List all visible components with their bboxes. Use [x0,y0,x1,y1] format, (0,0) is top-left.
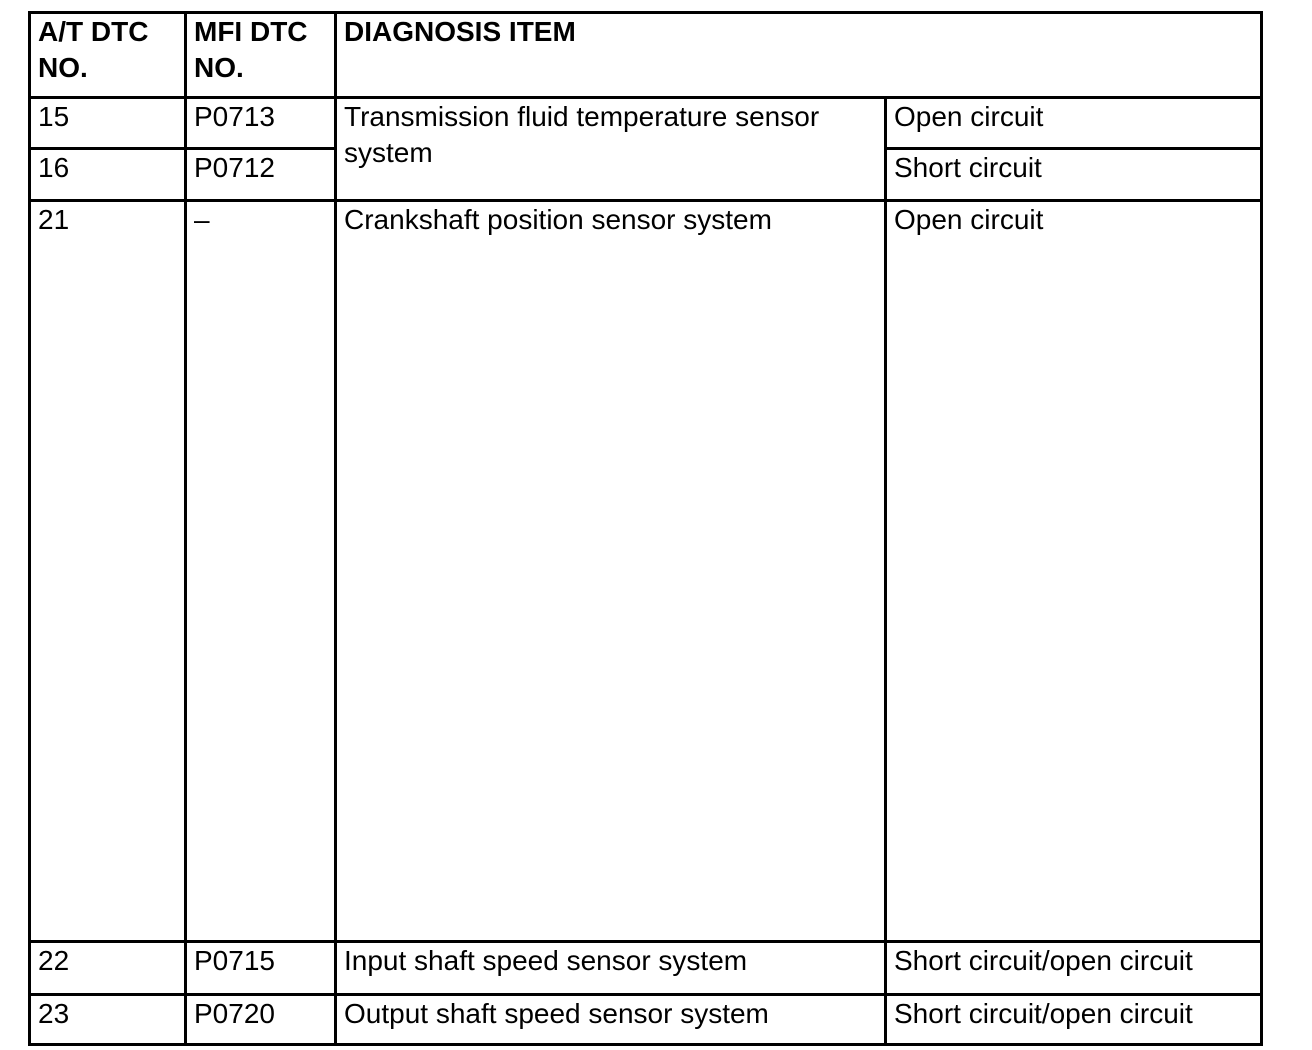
header-diagnosis-item: DIAGNOSIS ITEM [336,13,1262,98]
at-dtc-cell: 15 [30,98,186,149]
condition-cell: Short circuit/open circuit [886,942,1262,995]
dtc-table [28,11,1263,1046]
table-row [30,201,1262,942]
table-header-row [30,13,1262,98]
at-dtc-cell: 16 [30,149,186,201]
condition-cell: Open circuit [886,98,1262,149]
mfi-dtc-cell: P0713 [186,98,336,149]
mfi-dtc-dash-text: – [194,204,210,235]
at-dtc-cell: 23 [30,995,186,1045]
diagnosis-item-cell: Output shaft speed sensor system [336,995,886,1045]
condition-cell: Open circuit [886,201,1262,942]
table-row [30,995,1262,1045]
at-dtc-cell: 21 [30,201,186,942]
table-row [30,942,1262,995]
at-dtc-cell: 22 [30,942,186,995]
mfi-dtc-cell: P0712 [186,149,336,201]
condition-cell: Short circuit/open circuit [886,995,1262,1045]
diagnosis-item-cell: Input shaft speed sensor system [336,942,886,995]
table-row [30,98,1262,149]
condition-cell: Short circuit [886,149,1262,201]
mfi-dtc-cell [186,201,336,942]
mfi-dtc-cell: P0720 [186,995,336,1045]
diagnosis-item-cell: Crankshaft position sensor system [336,201,886,942]
mfi-dtc-cell: P0715 [186,942,336,995]
header-mfi-dtc: MFI DTC NO. [186,13,336,98]
header-at-dtc: A/T DTC NO. [30,13,186,98]
diagnosis-item-cell: Transmission fluid temperature sensor system [336,98,886,201]
